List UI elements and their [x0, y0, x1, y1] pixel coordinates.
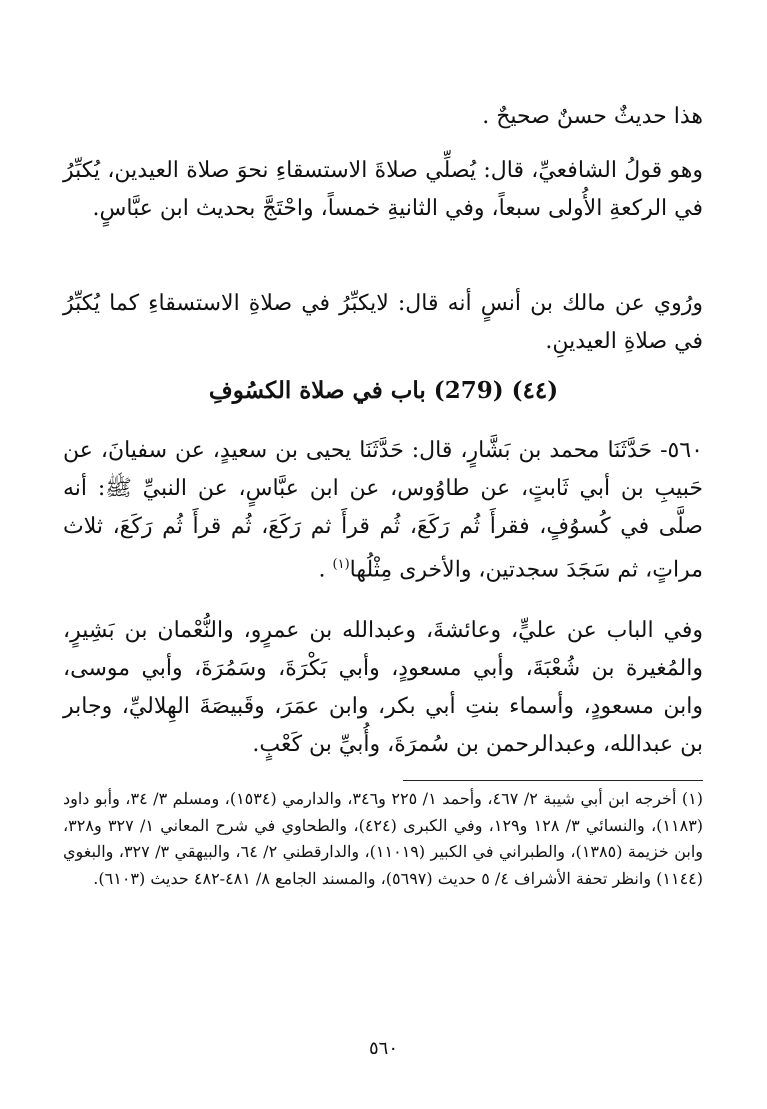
- hadith-grade-paragraph: هذا حديثٌ حسنٌ صحيحٌ .: [482, 104, 703, 129]
- shafii-opinion-paragraph: وهو قولُ الشافعيِّ، قال: يُصلِّي صلاةَ الاستسقاءِ نحوَ صلاة العيدين، يُكبِّرُ في الركعةِ الأُولى سبعاً، وفي الثانيةِ خمساً، واحْتَجَّ بحديث ابن عبَّاسٍ.: [63, 158, 703, 221]
- footnote-marker: (١): [332, 557, 350, 572]
- footnote: (١) أخرجه ابن أبي شيبة ٢/ ٤٦٧، وأحمد ١/ ٢٢٥ و٣٤٦، والدارمي (١٥٣٤)، ومسلم ٣/ ٣٤، وأبو داود (١١٨٣)، والنسائي ٣/ ١٢٨ و١٢٩، وفي الكبرى (٤٢٤)، والطحاوي في شرح المعاني ١/ ٣٢٧ و٣٢٨، وابن خزيمة (١٣٨٥)، والطبراني في الكبير (١١٠١٩)، والدارقطني ٢/ ٦٤، والبيهقي ٣/ ٣٢٧، والبغوي (١١٤٤) وانظر تحفة الأشراف ٤/ ٥ حديث (٥٦٩٧)، والمسند الجامع ٨/ ٤٨١-٤٨٢ حديث (٦١٠٣).: [63, 789, 704, 888]
- malik-opinion-paragraph: ورُوي عن مالك بن أنسٍ أنه قال: لايكبِّرُ في صلاةِ الاستسقاءِ كما يُكبِّرُ في صلاةِ العيدينِ.: [63, 291, 703, 354]
- hadith-paragraph: [63, 432, 703, 589]
- related-narrations-paragraph: وفي الباب عن عليٍّ، وعائشةَ، وعبدالله بن عمرٍو، والنُّعْمان بن بَشِيرٍ، والمُغيرة بن شُعْبَةَ، وأبي مسعودٍ، وأبي بَكْرَةَ، وسَمُرَةَ، وأبي موسى، وابن مسعودٍ، وأسماء بنتِ أبي بكر، وابن عمَرَ، وقَبيصَةَ الهِلاليِّ، وجابر بن عبدالله، وعبدالرحمن بن سُمرَةَ، وأُبيِّ بن كَعْبٍ.: [63, 618, 703, 757]
- hadith-text: ٥٦٠- حَدَّثَنَا محمد بن بَشَّارٍ، قال: حَدَّثَنَا يحيى بن سعيدٍ، عن سفيانَ، عن حَبيبِ بن أبي ثَابتٍ، عن طاوُوس، عن ابن عبَّاسٍ، عن النبيِّ ﷺ: أنه صلَّى في كُسوُفٍ، فقرأَ ثُم رَكَعَ، ثُم قرأَ ثم رَكَعَ، ثُم قرأَ ثُم رَكَعَ، ثلاث مراتٍ، ثم سَجَدَ سجدتين، والأخرى مِثْلُها: [63, 438, 703, 583]
- page-number: ٥٦٠: [368, 1038, 398, 1059]
- footnote-divider: [403, 780, 703, 781]
- hadith-end: .: [318, 557, 333, 583]
- chapter-title: (٤٤) (279) باب في صلاة الكسُوفِ: [208, 377, 559, 404]
